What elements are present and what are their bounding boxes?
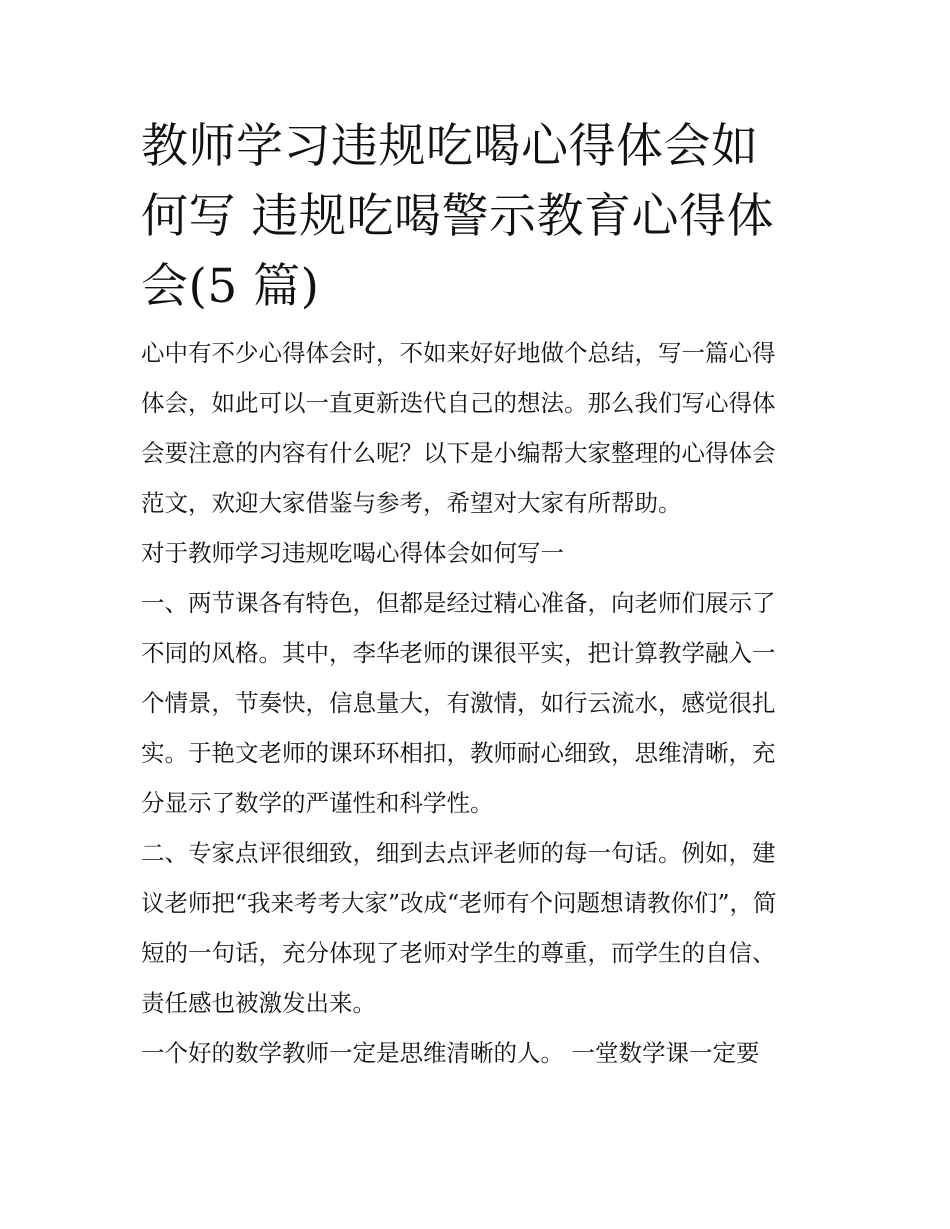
body-paragraph-2	[141, 828, 821, 1028]
document-content	[141, 112, 821, 1078]
text-line: 实。于艳文老师的课环环相扣，教师耐心细致，思维清晰，充	[141, 739, 776, 767]
text-line: 责任感也被激发出来。	[141, 989, 376, 1017]
title-line: 教师学习违规吃喝心得体会如	[141, 119, 759, 174]
title-line: 会(5 篇)	[141, 259, 320, 314]
text-line: 一个好的数学教师一定是思维清晰的人。 一堂数学课一定要	[141, 1039, 760, 1067]
text-line: 心中有不少心得体会时，不如来好好地做个总结，写一篇心得	[141, 339, 776, 367]
text-line: 分显示了数学的严谨性和科学性。	[141, 789, 494, 817]
text-line: 对于教师学习违规吃喝心得体会如何写一	[141, 539, 564, 567]
body-paragraph-3	[141, 1028, 821, 1078]
text-line: 短的一句话，充分体现了老师对学生的尊重，而学生的自信、	[141, 939, 776, 967]
title-line: 何写 违规吃喝警示教育心得体	[141, 189, 774, 244]
text-line: 个情景，节奏快，信息量大，有激情，如行云流水，感觉很扎	[141, 689, 776, 717]
section-heading	[141, 528, 821, 578]
body-paragraph-1	[141, 578, 821, 828]
text-line: 议老师把“我来考考大家”改成“老师有个问题想请教你们”，简	[141, 889, 777, 917]
intro-paragraph	[141, 328, 821, 528]
text-line: 体会，如此可以一直更新迭代自己的想法。那么我们写心得体	[141, 389, 776, 417]
text-line: 范文，欢迎大家借鉴与参考，希望对大家有所帮助。	[141, 489, 682, 517]
text-line: 一、两节课各有特色，但都是经过精心准备，向老师们展示了	[141, 589, 776, 617]
text-line: 会要注意的内容有什么呢？以下是小编帮大家整理的心得体会	[141, 439, 776, 467]
document-title	[141, 112, 821, 322]
text-line: 二、专家点评很细致，细到去点评老师的每一句话。例如，建	[141, 839, 776, 867]
text-line: 不同的风格。其中，李华老师的课很平实，把计算教学融入一	[141, 639, 776, 667]
